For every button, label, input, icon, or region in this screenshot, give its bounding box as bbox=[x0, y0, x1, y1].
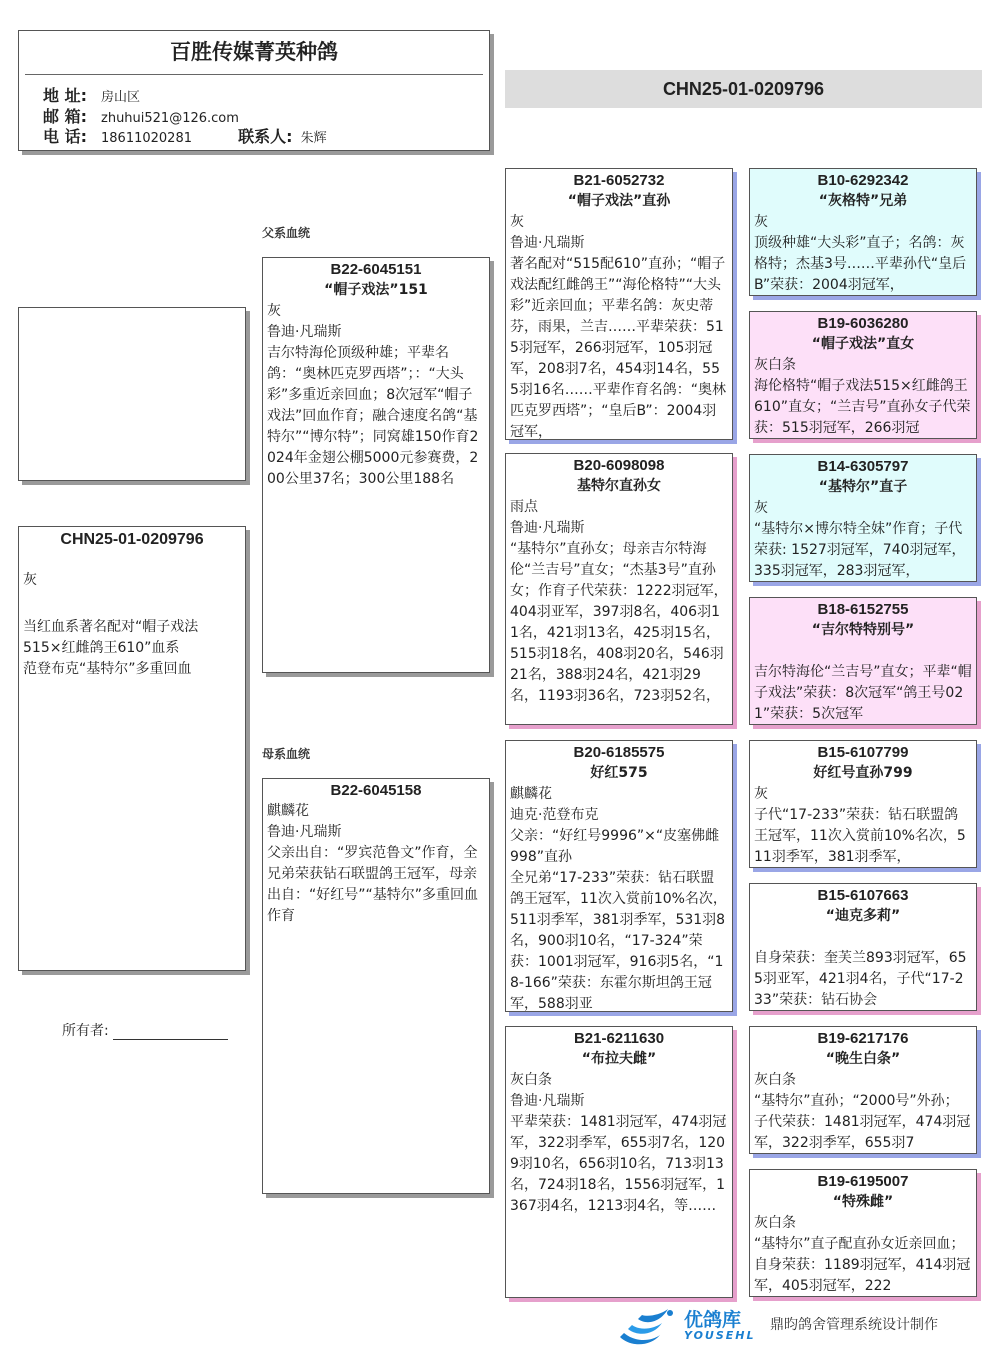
ancestor-description: 顶级种雄“大头彩”直子；名鸽：灰格特；杰基3号……平辈孙代“皇后B”荣获：2004羽冠军， bbox=[754, 235, 967, 293]
dam-sire-color: 麒麟花 bbox=[510, 786, 552, 802]
ancestor-ring: B18-6152755 bbox=[817, 601, 909, 618]
sire-sire-name: “帽子戏法”直孙 bbox=[567, 193, 671, 209]
dam-dam-ring: B21-6211630 bbox=[573, 1030, 665, 1047]
address-value: 房山区 bbox=[101, 90, 141, 105]
ancestor-ring: B15-6107799 bbox=[817, 744, 909, 761]
ancestor-description: “基特尔”直孙；“2000号”外孙；子代荣获：1481羽冠军，474羽冠军，322羽季军，655羽7 bbox=[754, 1093, 971, 1151]
subject-color: 灰 bbox=[23, 572, 37, 588]
dam-sire-card bbox=[505, 740, 733, 1012]
sire-dam-name: 基特尔直孙女 bbox=[577, 478, 661, 494]
dam-sire-description: 父亲：“好红号9996”×“皮塞佛雌998”直孙 全兄弟“17-233”荣获：钻石联盟鸽王冠军，11次入赏前10%名次，511羽季军，381羽季军，531羽8名，900羽10名，“17-324”荣获：1001羽冠军，916羽5名，“18-166”荣获：东霍尔斯坦鸽王冠军，588羽亚 bbox=[510, 828, 727, 1012]
dam-ring: B22-6045158 bbox=[330, 782, 422, 799]
dam-dam-name: “布拉夫雌” bbox=[581, 1051, 657, 1067]
ancestor-description: 自身荣获：奎芙兰893羽冠军，655羽亚军，421羽4名，子代“17-233”荣获：钻石协会 bbox=[754, 950, 967, 1008]
email-row bbox=[43, 106, 239, 128]
sire-ring: B22-6045151 bbox=[330, 261, 422, 278]
pigeon-logo-icon bbox=[616, 1303, 680, 1349]
sire-sire-color: 灰 bbox=[510, 214, 524, 230]
ancestor-name: “帽子戏法”直女 bbox=[811, 336, 915, 352]
ancestor-name: 好红号直孙799 bbox=[813, 765, 913, 781]
sire-dam-card bbox=[505, 453, 733, 725]
ancestor-ring: B19-6036280 bbox=[817, 315, 909, 332]
owner-field bbox=[62, 1020, 228, 1040]
ancestor-description: “基特尔×博尔特全妹”作育；子代荣获: 1527羽冠军，740羽冠军，335羽冠军，283羽冠军， bbox=[754, 521, 966, 579]
dam-breeder: 鲁迪·凡瑞斯 bbox=[267, 824, 342, 840]
ancestor-color: 灰白条 bbox=[754, 1072, 796, 1088]
ancestor-color: 灰白条 bbox=[754, 357, 796, 373]
ancestor-card-4 bbox=[749, 597, 977, 725]
yougeku-logo bbox=[616, 1303, 776, 1349]
sire-dam-color: 雨点 bbox=[510, 499, 538, 515]
dam-dam-color: 灰白条 bbox=[510, 1072, 552, 1088]
sire-color: 灰 bbox=[267, 303, 281, 319]
dam-line-label: 母系血统 bbox=[262, 747, 311, 761]
sire-sire-ring: B21-6052732 bbox=[573, 172, 665, 189]
ancestor-description: 海伦格特“帽子戏法515×红雌鸽王610”直女；“兰吉号”直孙女子代荣获：515羽冠军，266羽冠 bbox=[754, 378, 971, 436]
sire-name: “帽子戏法”151 bbox=[324, 282, 428, 298]
dam-dam-card bbox=[505, 1026, 733, 1298]
phone-value: 18611020281 bbox=[101, 131, 192, 146]
ancestor-ring: B19-6195007 bbox=[817, 1173, 909, 1190]
loft-title: 百胜传媒菁英种鸽 bbox=[170, 40, 338, 64]
dam-sire-name: 好红575 bbox=[590, 765, 648, 781]
ancestor-description: “基特尔”直子配直孙女近亲回血；自身荣获：1189羽冠军，414羽冠军，405羽冠军，222 bbox=[754, 1236, 971, 1294]
dam-card bbox=[262, 778, 490, 1194]
sire-line-label: 父系血统 bbox=[262, 226, 311, 240]
dam-color: 麒麟花 bbox=[267, 803, 309, 819]
ancestor-name: “迪克多莉” bbox=[825, 908, 901, 924]
ancestor-card-2 bbox=[749, 311, 977, 439]
subject-desc-line: 515×红雌鸽王610”血系 bbox=[23, 640, 180, 656]
sire-sire-description: 著名配对“515配610”直孙；“帽子戏法配红雌鸽王”“海伦格特”“大头彩”近亲回血；平辈名鸽：灰史蒂芬，雨果，兰吉……平辈荣获：515羽冠军，266羽冠军，105羽冠军，208羽7名，454羽14名，555羽16名……平辈作育名鸽：“奥林匹克罗西塔”；“皇后B”：2004羽冠军， bbox=[510, 256, 726, 440]
phone-label: 电 话: bbox=[43, 127, 87, 146]
header-divider bbox=[25, 74, 483, 75]
dam-dam-description: 平辈荣获：1481羽冠军，474羽冠军，322羽季军，655羽7名，1209羽10名，656羽10名，713羽13名，724羽18名，1556羽冠军，1367羽4名，1213羽4名，等…… bbox=[510, 1114, 727, 1214]
loft-header-card bbox=[18, 30, 490, 151]
address-row bbox=[43, 85, 140, 107]
logo-text: 优鸽库 bbox=[684, 1309, 742, 1331]
ancestor-description: 子代“17-233”荣获：钻石联盟鸽王冠军，11次入赏前10%名次，511羽季军，381羽季军， bbox=[754, 807, 966, 865]
subject-pigeon-card bbox=[18, 526, 246, 971]
ancestor-card-5 bbox=[749, 740, 977, 868]
sire-dam-ring: B20-6098098 bbox=[573, 457, 665, 474]
subject-desc-line: 当红血系著名配对“帽子戏法 bbox=[23, 619, 199, 635]
ancestor-name: “吉尔特特别号” bbox=[811, 622, 915, 638]
ancestor-ring: B10-6292342 bbox=[817, 172, 909, 189]
ancestor-color: 灰 bbox=[754, 786, 768, 802]
ancestor-color bbox=[750, 927, 976, 948]
ancestor-ring: B14-6305797 bbox=[817, 458, 909, 475]
ancestor-name: “特殊雌” bbox=[832, 1194, 894, 1210]
system-credit: 鼎昀鸽舍管理系统设计制作 bbox=[770, 1317, 938, 1333]
sire-sire-card bbox=[505, 168, 733, 440]
ancestor-color bbox=[750, 641, 976, 662]
ancestor-name: “晚生白条” bbox=[825, 1051, 901, 1067]
ancestor-card-1 bbox=[749, 168, 977, 296]
ancestor-color: 灰白条 bbox=[754, 1215, 796, 1231]
sire-card bbox=[262, 257, 490, 673]
address-label: 地 址: bbox=[43, 86, 87, 105]
dam-description: 父亲出自：“罗宾范鲁文”作育，全兄弟荣获钻石联盟鸽王冠军，母亲出自：“好红号”“基特尔”多重回血作育 bbox=[267, 845, 479, 924]
subject-desc-line: 范登布克“基特尔”多重回血 bbox=[23, 661, 192, 677]
subject-ring: CHN25-01-0209796 bbox=[60, 531, 204, 548]
top-ring-number: CHN25-01-0209796 bbox=[505, 70, 982, 108]
dam-sire-ring: B20-6185575 bbox=[573, 744, 665, 761]
sire-sire-breeder: 鲁迪·凡瑞斯 bbox=[510, 235, 585, 251]
logo-subtext: YOUSEHL bbox=[684, 1329, 756, 1342]
sire-dam-description: “基特尔”直孙女；母亲吉尔特海伦“兰吉号”直女；“杰基3号”直孙女；作育子代荣获：1222羽冠军，404羽亚军，397羽8名，406羽11名，421羽13名，425羽15名，515羽18名，408羽20名，546羽21名，388羽24名，421羽29名，1193羽36名，723羽52名， bbox=[510, 541, 728, 704]
ancestor-name: “灰格特”兄弟 bbox=[818, 193, 908, 209]
sire-breeder: 鲁迪·凡瑞斯 bbox=[267, 324, 342, 340]
ancestor-card-6 bbox=[749, 883, 977, 1011]
dam-sire-breeder: 迪克·范登布克 bbox=[510, 807, 599, 823]
ancestor-ring: B15-6107663 bbox=[817, 887, 909, 904]
ancestor-color: 灰 bbox=[754, 500, 768, 516]
ancestor-ring: B19-6217176 bbox=[817, 1030, 909, 1047]
dam-dam-breeder: 鲁迪·凡瑞斯 bbox=[510, 1093, 585, 1109]
email-label: 邮 箱: bbox=[43, 107, 87, 126]
ancestor-color: 灰 bbox=[754, 214, 768, 230]
contact-value: 朱辉 bbox=[300, 131, 327, 146]
sire-description: 吉尔特海伦顶级种雄；平辈名鸽：“奥林匹克罗西塔”；：“大头彩”多重近亲回血；8次冠军“帽子戏法”回血作育；融合速度名鸽“基特尔”“博尔特”；同窝雄150作育2024年金翅公棚5000元参赛费，200公里37名；300公里188名 bbox=[267, 345, 479, 487]
owner-label: 所有者: bbox=[62, 1023, 109, 1039]
sire-dam-breeder: 鲁迪·凡瑞斯 bbox=[510, 520, 585, 536]
pigeon-photo-placeholder bbox=[18, 307, 246, 481]
email-value: zhuhui521@126.com bbox=[101, 111, 239, 126]
ancestor-card-7 bbox=[749, 1026, 977, 1154]
ancestor-card-3 bbox=[749, 454, 977, 582]
phone-row bbox=[43, 126, 327, 148]
ancestor-card-8 bbox=[749, 1169, 977, 1297]
contact-label: 联系人: bbox=[238, 127, 293, 146]
owner-signature-line bbox=[113, 1023, 228, 1040]
ancestor-name: “基特尔”直子 bbox=[818, 479, 908, 495]
ancestor-description: 吉尔特海伦“兰吉号”直女；平辈“帽子戏法”荣获：8次冠军“鸽王号021”荣获：5次冠军 bbox=[754, 664, 972, 722]
